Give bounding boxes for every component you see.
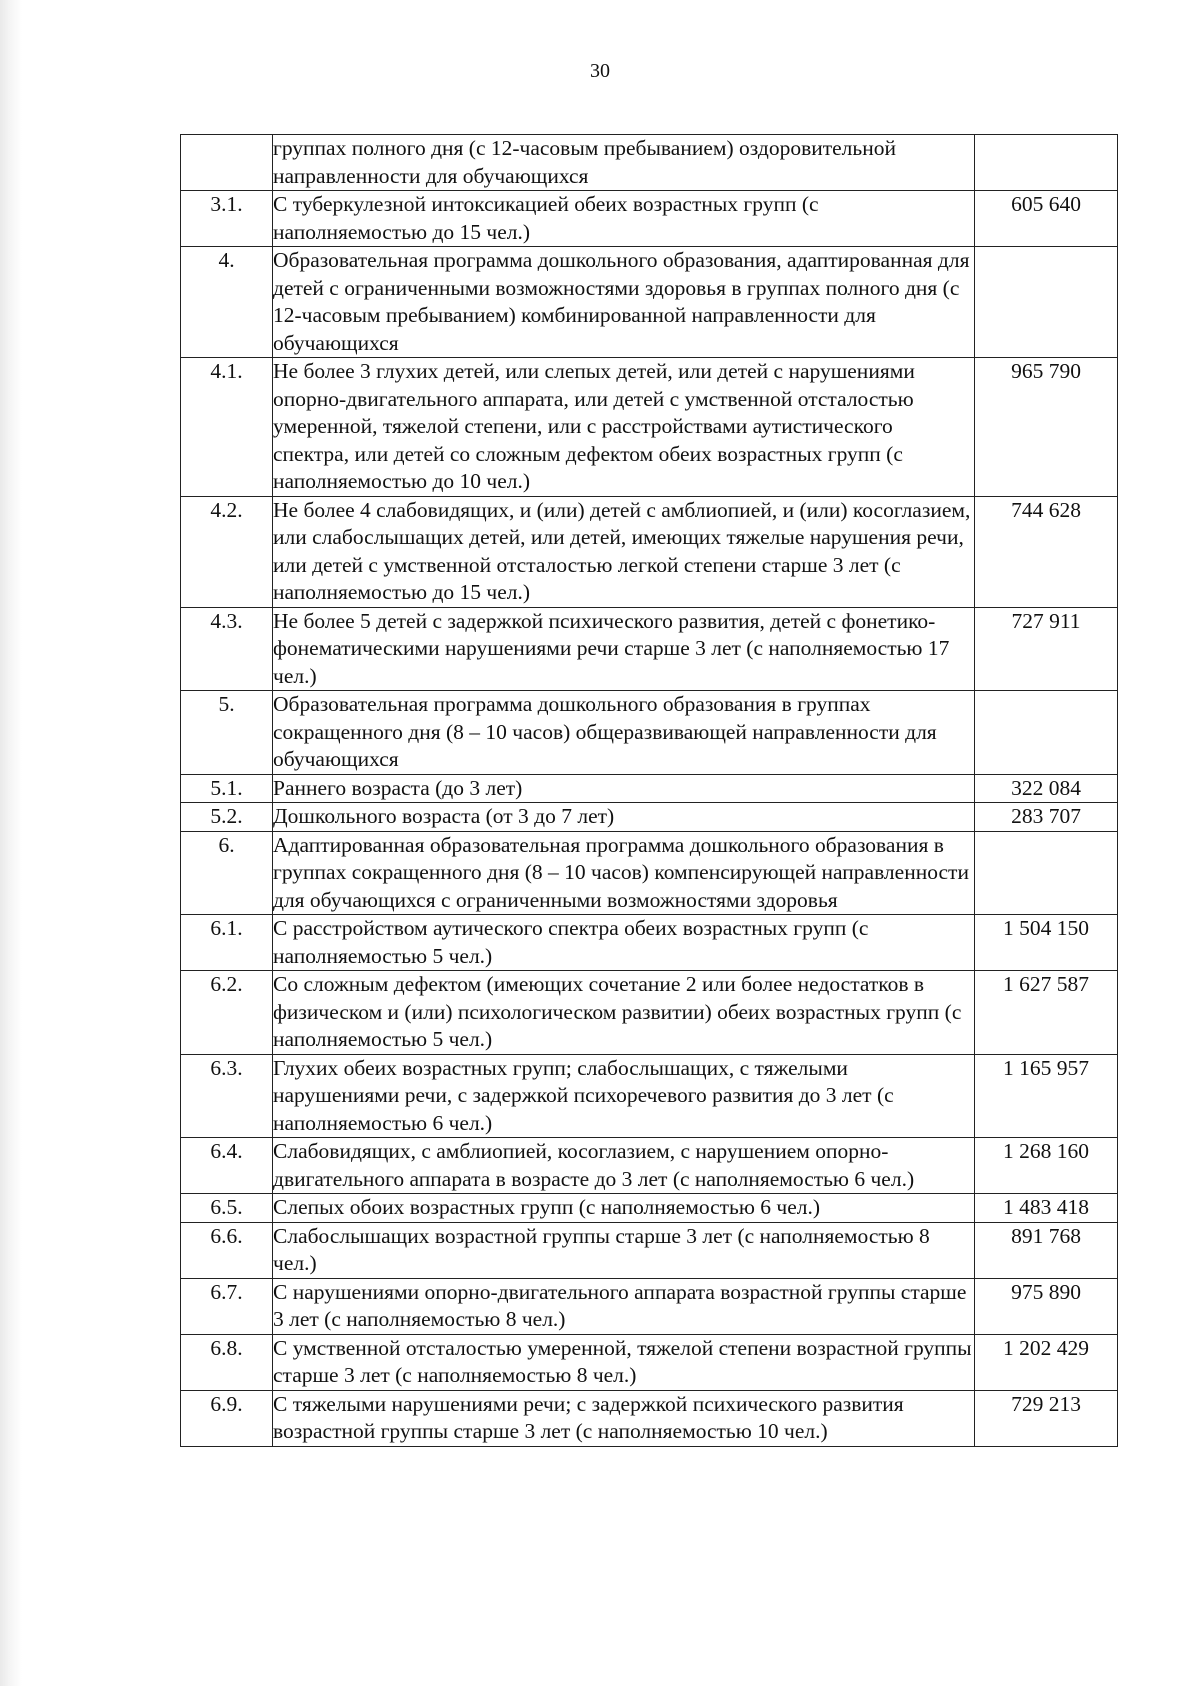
row-number: 6.7. [181,1278,273,1334]
row-description: С тяжелыми нарушениями речи; с задержкой психического развития возрастной группы старше 3 лет (с наполняемостью 10 чел.) [273,1390,975,1446]
row-number [181,135,273,191]
row-value: 605 640 [975,191,1118,247]
scan-edge [0,0,22,1686]
row-description: Дошкольного возраста (от 3 до 7 лет) [273,803,975,832]
row-description: Образовательная программа дошкольного образования, адаптированная для детей с ограниченными возможностями здоровья в группах полного дня (с 12-часовым пребыванием) комбинированной направленности для обучающихся [273,247,975,358]
row-number: 3.1. [181,191,273,247]
table-row [181,358,1118,497]
row-description: Адаптированная образовательная программа дошкольного образования в группах сокращенного дня (8 – 10 часов) компенсирующей направленности для обучающихся с ограниченными возможностями здоровья [273,831,975,915]
row-number: 6.4. [181,1138,273,1194]
table-row [181,496,1118,607]
row-value [975,247,1118,358]
table-body [181,135,1118,1447]
row-value: 975 890 [975,1278,1118,1334]
row-number: 4.3. [181,607,273,691]
row-value: 1 268 160 [975,1138,1118,1194]
row-description: С расстройством аутического спектра обеих возрастных групп (с наполняемостью 5 чел.) [273,915,975,971]
row-number: 6.3. [181,1054,273,1138]
row-value: 1 483 418 [975,1194,1118,1223]
table-row [181,915,1118,971]
row-number: 5.2. [181,803,273,832]
table-row [181,803,1118,832]
row-value [975,691,1118,775]
row-number: 5.1. [181,774,273,803]
table-row [181,607,1118,691]
row-value: 1 504 150 [975,915,1118,971]
row-number: 6.6. [181,1222,273,1278]
row-value: 744 628 [975,496,1118,607]
row-description: Раннего возраста (до 3 лет) [273,774,975,803]
table-row [181,247,1118,358]
table-row [181,1138,1118,1194]
row-number: 6.9. [181,1390,273,1446]
row-description: С нарушениями опорно-двигательного аппарата возрастной группы старше 3 лет (с наполняемостью 8 чел.) [273,1278,975,1334]
table-row [181,1390,1118,1446]
table-row [181,971,1118,1055]
row-value: 727 911 [975,607,1118,691]
row-value: 1 202 429 [975,1334,1118,1390]
row-description: Слепых обоих возрастных групп (с наполняемостью 6 чел.) [273,1194,975,1223]
row-number: 4. [181,247,273,358]
row-value: 1 627 587 [975,971,1118,1055]
row-value: 283 707 [975,803,1118,832]
row-value [975,831,1118,915]
table-row [181,1194,1118,1223]
row-value [975,135,1118,191]
table-row [181,1054,1118,1138]
table-row [181,1278,1118,1334]
row-number: 4.1. [181,358,273,497]
row-number: 6.1. [181,915,273,971]
row-value: 1 165 957 [975,1054,1118,1138]
tariff-table [180,134,1118,1447]
row-description: Образовательная программа дошкольного образования в группах сокращенного дня (8 – 10 часов) общеразвивающей направленности для обучающихся [273,691,975,775]
row-description: С туберкулезной интоксикацией обеих возрастных групп (с наполняемостью до 15 чел.) [273,191,975,247]
table-row [181,774,1118,803]
row-description: Не более 5 детей с задержкой психического развития, детей с фонетико-фонематическими нарушениями речи старше 3 лет (с наполняемостью 17 чел.) [273,607,975,691]
row-number: 5. [181,691,273,775]
row-description: группах полного дня (с 12-часовым пребыванием) оздоровительной направленности для обучающихся [273,135,975,191]
row-number: 4.2. [181,496,273,607]
table-row [181,191,1118,247]
row-value: 965 790 [975,358,1118,497]
row-number: 6.5. [181,1194,273,1223]
row-value: 322 084 [975,774,1118,803]
table-row [181,831,1118,915]
row-value: 729 213 [975,1390,1118,1446]
row-description: Со сложным дефектом (имеющих сочетание 2 или более недостатков в физическом и (или) психологическом развитии) обеих возрастных групп (с наполняемостью 5 чел.) [273,971,975,1055]
table-row [181,1334,1118,1390]
row-description: С умственной отсталостью умеренной, тяжелой степени возрастной группы старше 3 лет (с наполняемостью 8 чел.) [273,1334,975,1390]
table-row [181,691,1118,775]
row-description: Слабослышащих возрастной группы старше 3 лет (с наполняемостью 8 чел.) [273,1222,975,1278]
row-number: 6. [181,831,273,915]
row-description: Слабовидящих, с амблиопией, косоглазием, с нарушением опорно-двигательного аппарата в возрасте до 3 лет (с наполняемостью 6 чел.) [273,1138,975,1194]
row-description: Не более 4 слабовидящих, и (или) детей с амблиопией, и (или) косоглазием, или слабослышащих детей, или детей, имеющих тяжелые нарушения речи, или детей с умственной отсталостью легкой степени старше 3 лет (с наполняемостью до 15 чел.) [273,496,975,607]
row-description: Не более 3 глухих детей, или слепых детей, или детей с нарушениями опорно-двигательного аппарата, или детей с умственной отсталостью умеренной, тяжелой степени, или с расстройствами аутистического спектра, или детей со сложным дефектом обеих возрастных групп (с наполняемостью до 10 чел.) [273,358,975,497]
row-description: Глухих обеих возрастных групп; слабослышащих, с тяжелыми нарушениями речи, с задержкой психоречевого развития до 3 лет (с наполняемостью 6 чел.) [273,1054,975,1138]
row-value: 891 768 [975,1222,1118,1278]
page-number: 30 [590,60,610,82]
row-number: 6.8. [181,1334,273,1390]
table-row [181,135,1118,191]
table-row [181,1222,1118,1278]
row-number: 6.2. [181,971,273,1055]
